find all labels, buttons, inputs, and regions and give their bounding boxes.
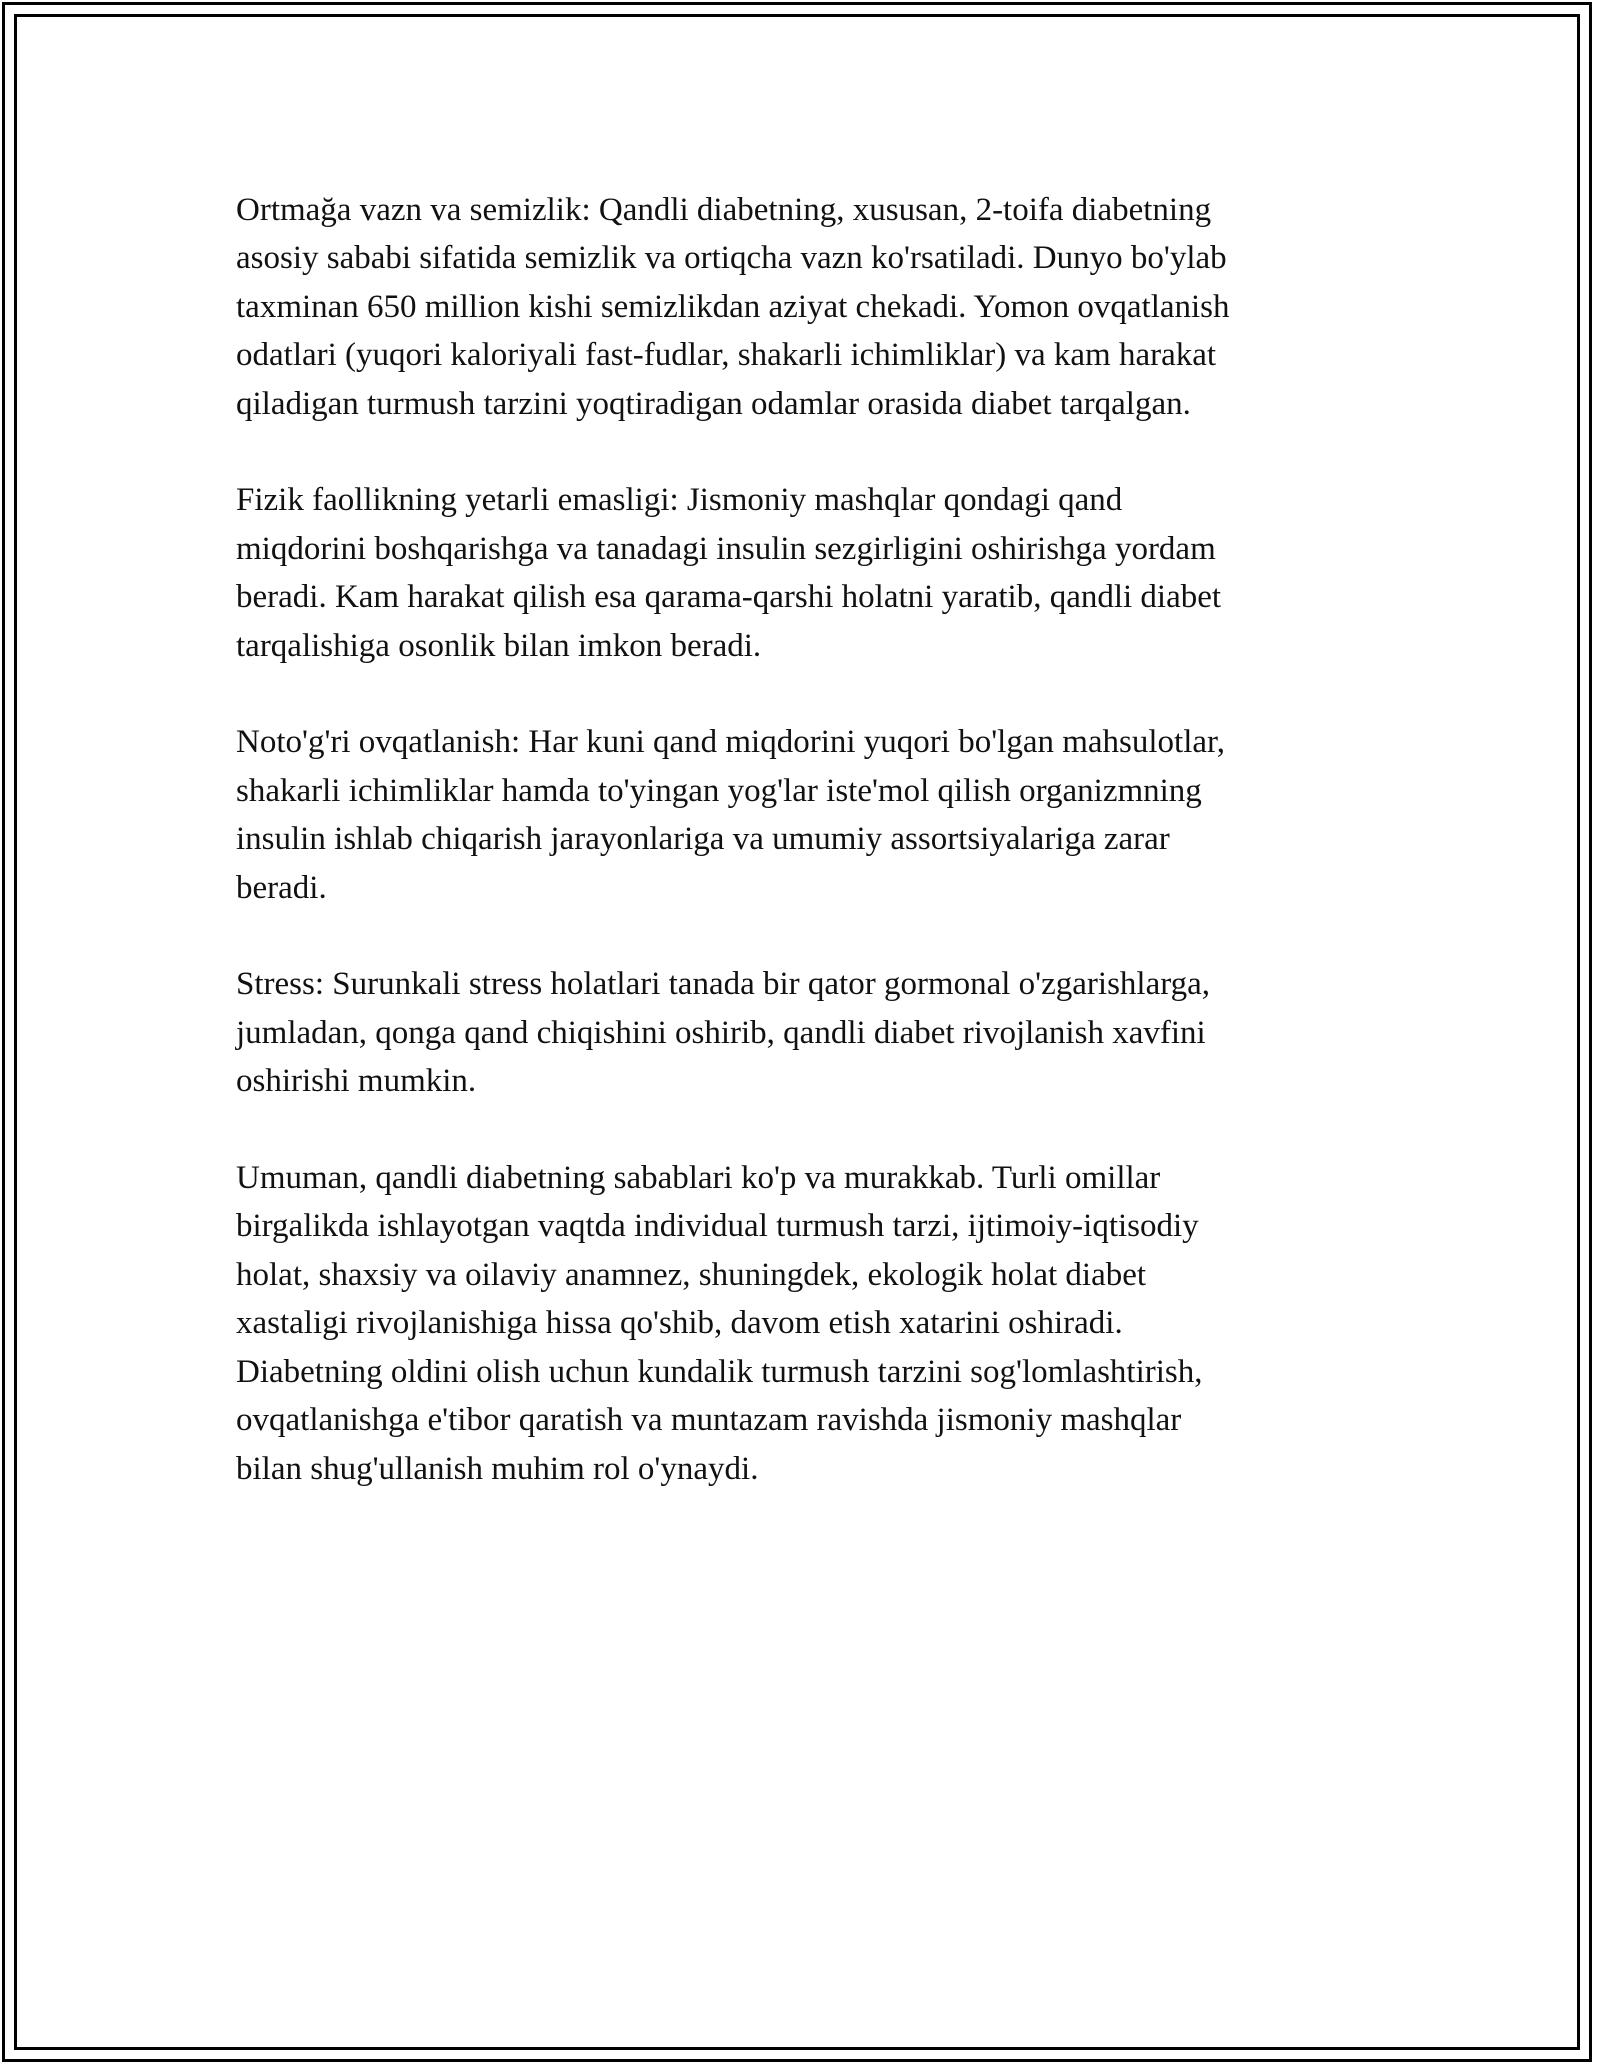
text-line: tarqalishiga osonlik bilan imkon beradi.	[236, 627, 762, 664]
paragraph-obesity	[236, 186, 1366, 428]
text-line: qiladigan turmush tarzini yoqtiradigan odamlar orasida diabet tarqalgan.	[236, 385, 1191, 422]
text-line: shakarli ichimliklar hamda to'yingan yog'lar iste'mol qilish organizmning	[236, 772, 1202, 809]
text-line: xastaligi rivojlanishiga hissa qo'shib, davom etish xatarini oshiradi.	[236, 1305, 1123, 1342]
paragraph-stress	[236, 960, 1366, 1105]
text-line: birgalikda ishlayotgan vaqtda individual turmush tarzi, ijtimoiy-iqtisodiy	[236, 1208, 1199, 1245]
text-line: Diabetning oldini olish uchun kundalik turmush tarzini sog'lomlashtirish,	[236, 1353, 1203, 1390]
text-line: oshirishi mumkin.	[236, 1063, 477, 1100]
text-line: Umuman, qandli diabetning sabablari ko'p va murakkab. Turli omillar	[236, 1160, 1161, 1197]
text-line: holat, shaxsiy va oilaviy anamnez, shuningdek, ekologik holat diabet	[236, 1256, 1147, 1293]
text-line: Fizik faollikning yetarli emasligi: Jismoniy mashqlar qondagi qand	[236, 482, 1123, 519]
text-line: miqdorini boshqarishga va tanadagi insulin sezgirligini oshirishga yordam	[236, 530, 1216, 567]
paragraph-physical-activity	[236, 476, 1366, 670]
text-line: beradi. Kam harakat qilish esa qarama-qarshi holatni yaratib, qandli diabet	[236, 579, 1222, 616]
text-line: odatlari (yuqori kaloriyali fast-fudlar, shakarli ichimliklar) va kam harakat	[236, 337, 1217, 374]
text-line: Stress: Surunkali stress holatlari tanada bir qator gormonal o'zgarishlarga,	[236, 966, 1211, 1003]
text-line: Noto'g'ri ovqatlanish: Har kuni qand miqdorini yuqori bo'lgan mahsulotlar,	[236, 724, 1225, 761]
paragraph-conclusion	[236, 1154, 1366, 1493]
document-body	[236, 186, 1366, 1541]
text-line: bilan shug'ullanish muhim rol o'ynaydi.	[236, 1450, 759, 1487]
text-line: taxminan 650 million kishi semizlikdan aziyat chekadi. Yomon ovqatlanish	[236, 288, 1230, 325]
text-line: Ortmağa vazn va semizlik: Qandli diabetning, xususan, 2-toifa diabetning	[236, 192, 1212, 228]
text-line: jumladan, qonga qand chiqishini oshirib, qandli diabet rivojlanish xavfini	[236, 1014, 1206, 1051]
text-line: ovqatlanishga e'tibor qaratish va muntazam ravishda jismoniy mashqlar	[236, 1402, 1182, 1439]
text-line: asosiy sababi sifatida semizlik va ortiqcha vazn ko'rsatiladi. Dunyo bo'ylab	[236, 240, 1227, 277]
paragraph-nutrition	[236, 718, 1366, 912]
text-line: beradi.	[236, 869, 327, 906]
text-line: insulin ishlab chiqarish jarayonlariga va umumiy assortsiyalariga zarar	[236, 821, 1170, 858]
